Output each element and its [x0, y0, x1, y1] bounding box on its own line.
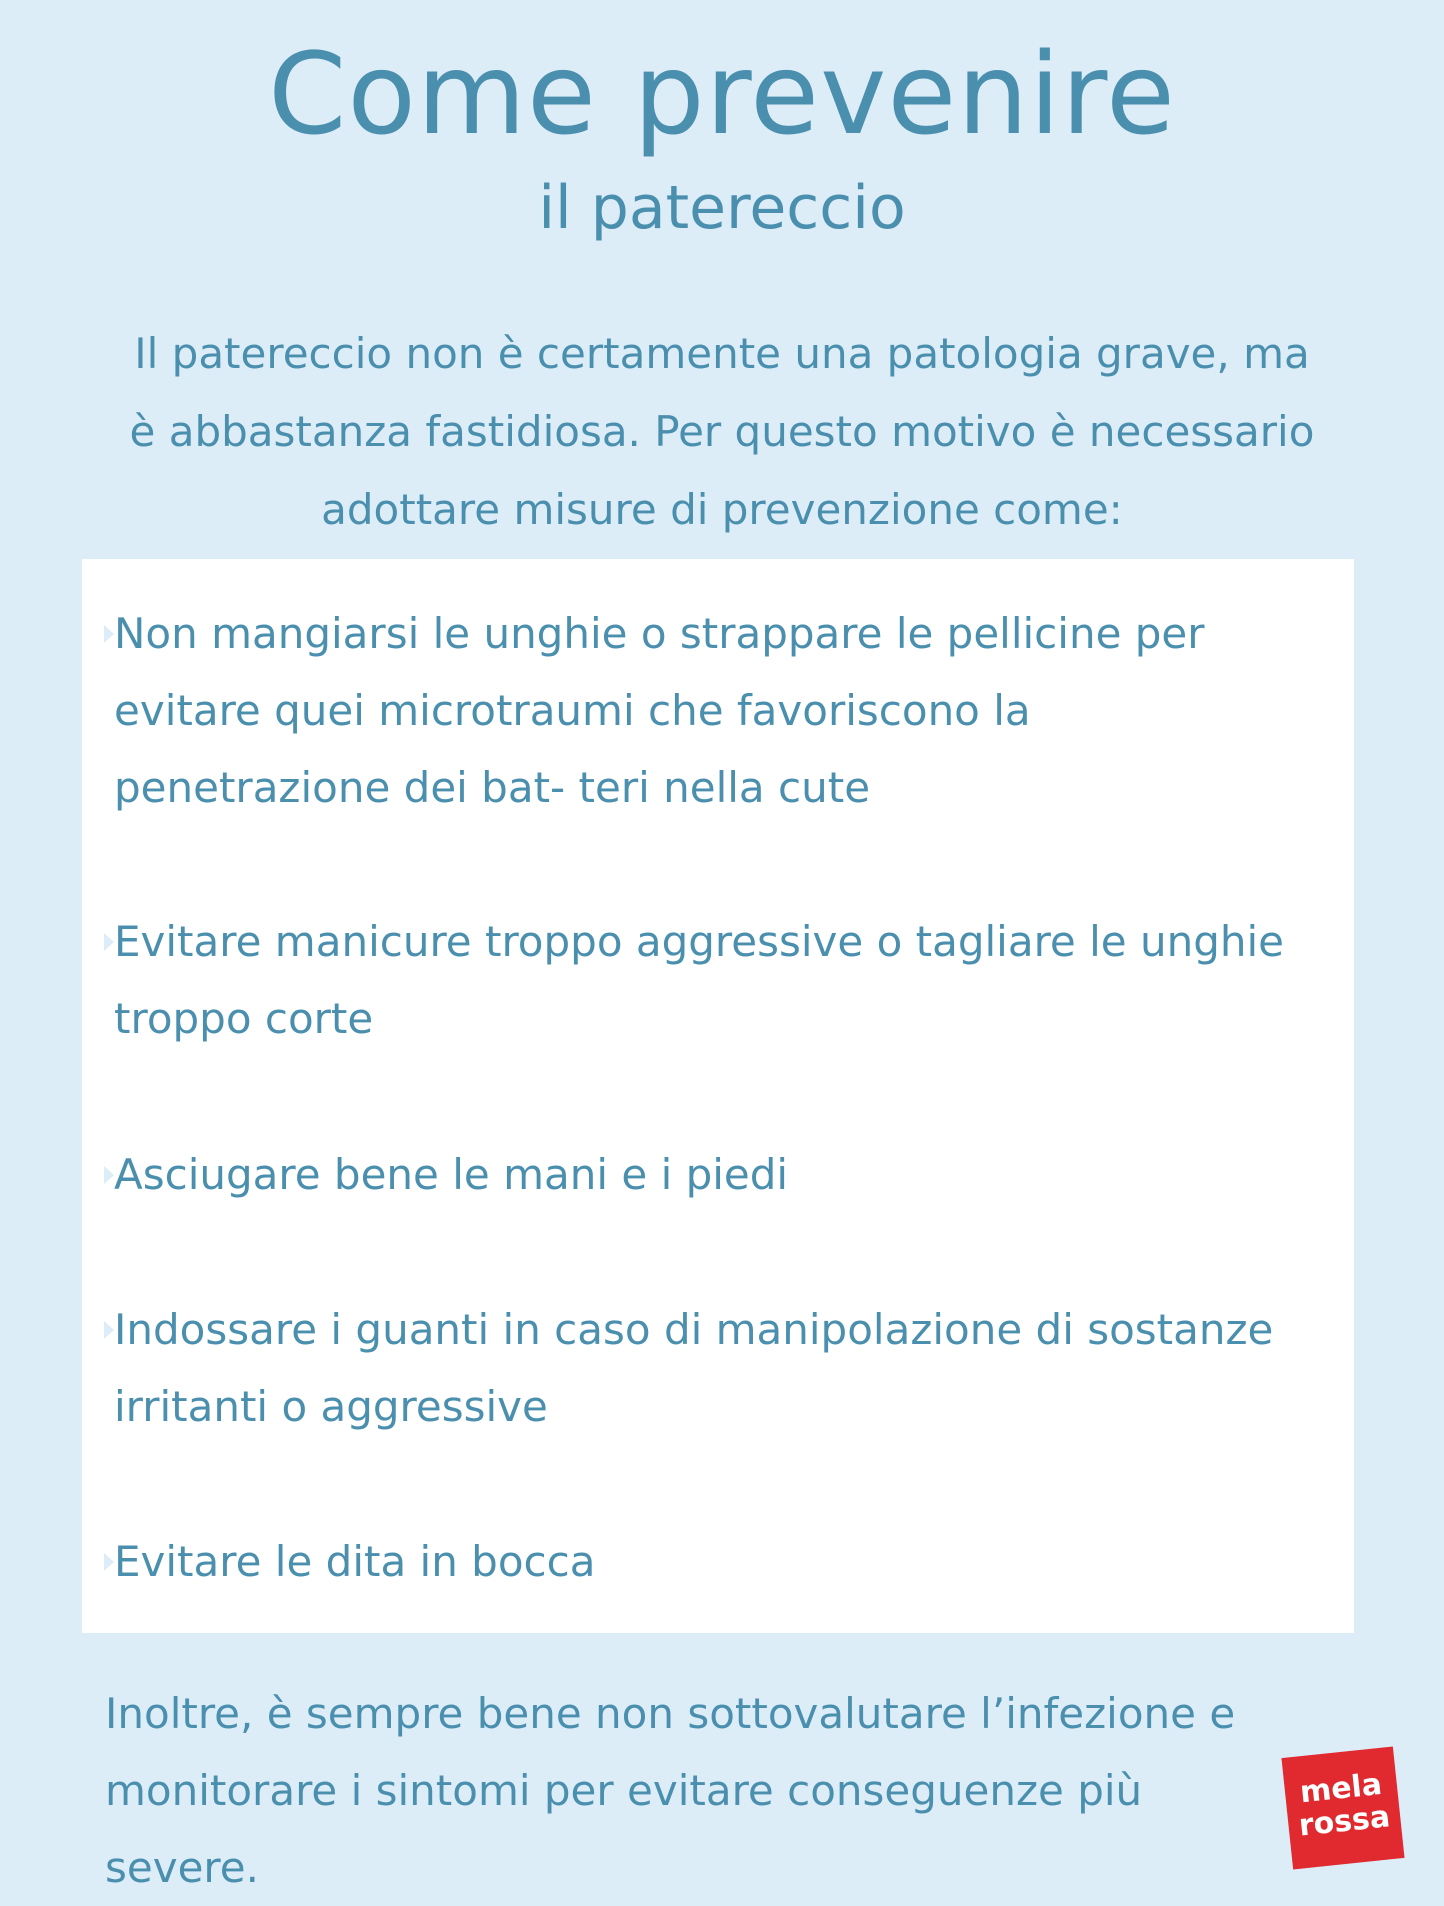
logo-text-line1: mela [1298, 1766, 1384, 1811]
tip-text: Indossare i guanti in caso di manipolazione di sostanze irritanti o aggressive [114, 1305, 1274, 1431]
bullet-marker-icon [104, 625, 114, 643]
tips-card [82, 559, 1354, 1633]
tip-text: Non mangiarsi le unghie o strappare le pellicine per evitare quei microtraumi che favoriscono la penetrazione dei bat- teri nella cute [114, 609, 1205, 812]
bullet-marker-icon [104, 1553, 114, 1571]
closing-paragraph: Inoltre, è sempre bene non sottovalutare l’infezione e monitorare i sintomi per evitare conseguenze più severe. [105, 1689, 1236, 1892]
tip-text: Evitare le dita in bocca [114, 1537, 596, 1586]
page-subtitle: il patereccio [538, 173, 906, 243]
intro-paragraph: Il patereccio non è certamente una patologia grave, ma è abbastanza fastidiosa. Per questo motivo è necessario adottare misure di prevenzione come: [129, 329, 1315, 534]
tip-item [114, 1291, 1314, 1445]
tip-item [114, 903, 1314, 1057]
tip-item [114, 1136, 1314, 1213]
tip-item [114, 1523, 1314, 1600]
page-title: Come prevenire [268, 30, 1176, 160]
bullet-marker-icon [104, 1166, 114, 1184]
tip-item [114, 595, 1314, 826]
melarossa-logo [1281, 1746, 1404, 1869]
bullet-marker-icon [104, 933, 114, 951]
logo-text-line2: rossa [1297, 1799, 1392, 1844]
tip-text: Evitare manicure troppo aggressive o tagliare le unghie troppo corte [114, 917, 1284, 1043]
bullet-marker-icon [104, 1321, 114, 1339]
tip-text: Asciugare bene le mani e i piedi [114, 1150, 789, 1199]
